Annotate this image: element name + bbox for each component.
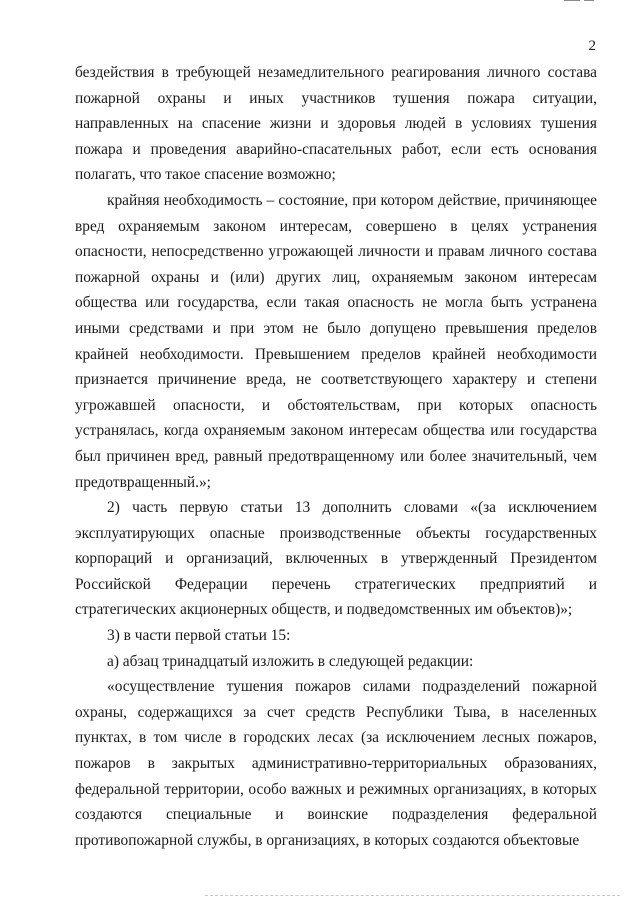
bottom-edge-line [205,895,620,896]
page-number: 2 [588,38,596,54]
paragraph-item-2: 2) часть первую статьи 13 дополнить словами «(за исключением эксплуатирующих опасные производственные объекты государственных корпораций и организаций, включенных в утвержденный Президентом Российской Федерации перечень стратегических предприятий и стратегических акционерных обществ, и подведомственных им объектов)»; [75,499,597,619]
document-body [75,60,597,853]
scan-artifact [564,0,580,4]
paragraph-quoted-text: «осуществление тушения пожаров силами подразделений пожарной охраны, содержащихся за счет средств Республики Тыва, в населенных пунктах, в том числе в городских лесах (за исключением лесных пожаров, пожаров в закрытых административно-территориальных образованиях, федеральной территории, особо важных и режимных организациях, в которых создаются специальные и воинские подразделения федеральной противопожарной службы, в организациях, в которых создаются объектовые [75,678,597,849]
paragraph-continuation: бездействия в требующей незамедлительного реагирования личного состава пожарной охраны и иных участников тушения пожара ситуации, направленных на спасение жизни и здоровья людей в условиях тушения пожара и проведения аварийно-спасательных работ, если есть основания полагать, что такое спасение возможно; [75,64,597,184]
paragraph-subitem-a: а) абзац тринадцатый изложить в следующей редакции: [107,652,474,670]
paragraph-item-3: 3) в части первой статьи 15: [107,627,291,645]
paragraph-definition: крайняя необходимость – состояние, при котором действие, причиняющее вред охраняемым законом интересам, совершено в целях устранения опасности, непосредственно угрожающей личности и правам личного состава пожарной охраны и (или) других лиц, охраняемым законом интересам общества или государства, если такая опасность не могла быть устранена иными средствами и при этом не было допущено превышения пределов крайней необходимости. Превышением пределов крайней необходимости признается причинение вреда, не соответствующего характеру и степени угрожавшей опасности, и обстоятельствам, при которых опасность устранялась, когда охраняемым законом интересам общества или государства был причинен вред, равный предотвращенному или более значительный, чем предотвращенный.»; [75,191,597,491]
